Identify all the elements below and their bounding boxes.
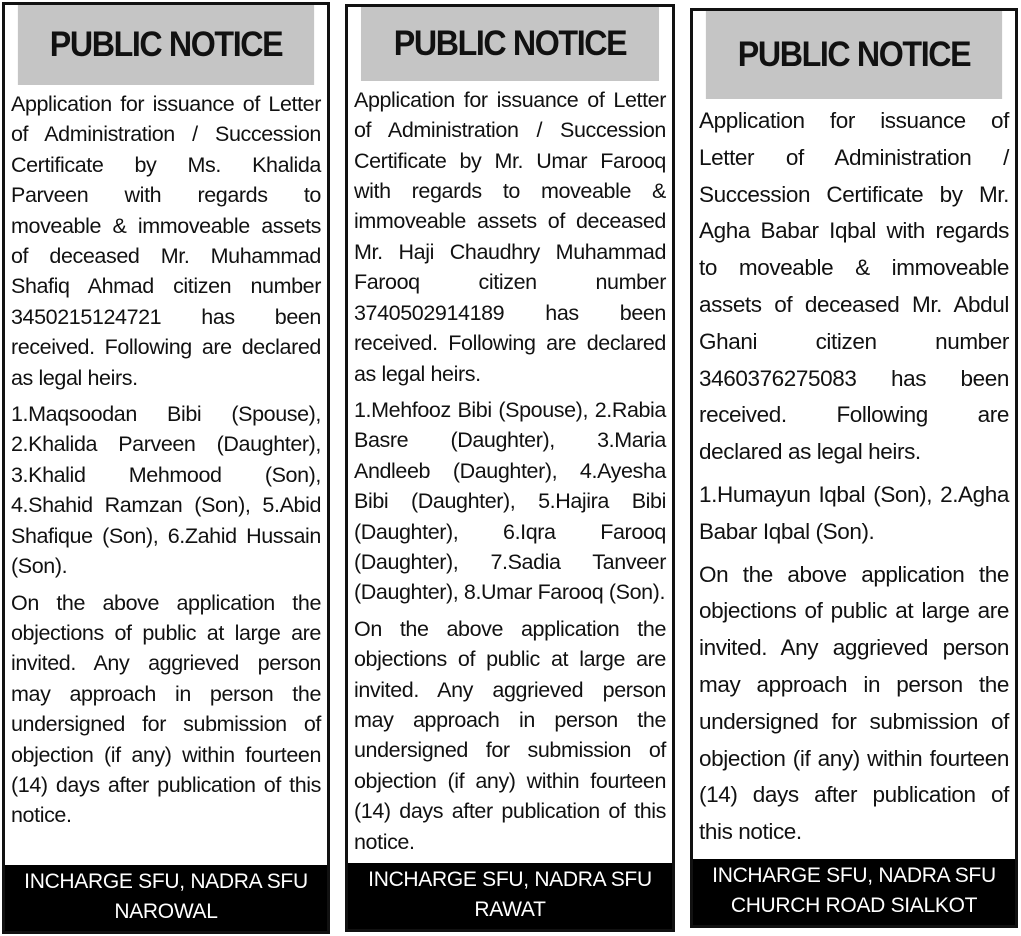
application-paragraph: Application for issuance of Letter of Administration / Succession Certificate by Mr. Agha Babar Iqbal with regards to moveable & immoveable assets of deceased Mr. Abdul Ghani citizen number 3460376275083 has been received. Following are declared as legal heirs.: [699, 108, 1009, 465]
notice-title: PUBLIC NOTICE: [18, 5, 314, 85]
footer-location: RAWAT: [474, 898, 546, 921]
notice-title: PUBLIC NOTICE: [361, 7, 659, 81]
footer-office: INCHARGE SFU, NADRA SFU: [368, 868, 652, 891]
heirs-paragraph: 1.Mehfooz Bibi (Spouse), 2.Rabia Basre (Daughter), 3.Maria Andleeb (Daughter), 4.Ayesha Bibi (Daughter), 5.Hajira Bibi (Daughter), 6.Iqra Farooq (Daughter), 7.Sadia Tanveer (Daughter), 8.Umar Farooq (Son).: [354, 397, 666, 605]
objections-paragraph: On the above application the objections of public at large are invited. Any aggrieved person may approach in person the undersigned for submission of objection (if any) within fourteen (14) days after publication of this notice.: [699, 561, 1009, 845]
notice-body: [693, 99, 1015, 859]
notice-body: [5, 85, 327, 865]
footer-office: INCHARGE SFU, NADRA SFU: [24, 870, 308, 893]
objections-paragraph: On the above application the objections of public at large are invited. Any aggrieved person may approach in person the undersigned for submission of objection (if any) within fourteen (14) days after publication of this notice.: [11, 590, 321, 828]
public-notice-narowal: [2, 2, 330, 934]
notice-footer: [5, 865, 327, 931]
notice-footer: [348, 863, 672, 929]
footer-location: CHURCH ROAD SIALKOT: [730, 894, 978, 917]
heirs-paragraph: 1.Humayun Iqbal (Son), 2.Agha Babar Iqbal (Son).: [699, 481, 1009, 544]
footer-office: INCHARGE SFU, NADRA SFU: [712, 864, 996, 887]
footer-location: NAROWAL: [114, 900, 218, 923]
application-paragraph: Application for issuance of Letter of Administration / Succession Certificate by Ms. Khalida Parveen with regards to moveable & immoveable assets of deceased Mr. Muhammad Shafiq Ahmad citizen number 3450215124721 has been received. Following are declared as legal heirs.: [11, 92, 321, 390]
heirs-paragraph: 1.Maqsoodan Bibi (Spouse), 2.Khalida Parveen (Daughter), 3.Khalid Mehmood (Son), 4.Shahid Ramzan (Son), 5.Abid Shafique (Son), 6.Zahid Hussain (Son).: [11, 402, 321, 579]
notice-footer: [693, 859, 1015, 925]
public-notice-sialkot: [690, 8, 1018, 928]
application-paragraph: Application for issuance of Letter of Administration / Succession Certificate by Mr. Umar Farooq with regards to moveable & immoveable assets of deceased Mr. Haji Chaudhry Muhammad Farooq citizen number 3740502914189 has been received. Following are declared as legal heirs.: [354, 87, 666, 386]
notice-title: PUBLIC NOTICE: [706, 11, 1002, 99]
notice-body: [348, 81, 672, 863]
objections-paragraph: On the above application the objections of public at large are invited. Any aggrieved person may approach in person the undersigned for submission of objection (if any) within fourteen (14) days after publication of this notice.: [354, 616, 666, 854]
public-notice-rawat: [345, 4, 675, 932]
